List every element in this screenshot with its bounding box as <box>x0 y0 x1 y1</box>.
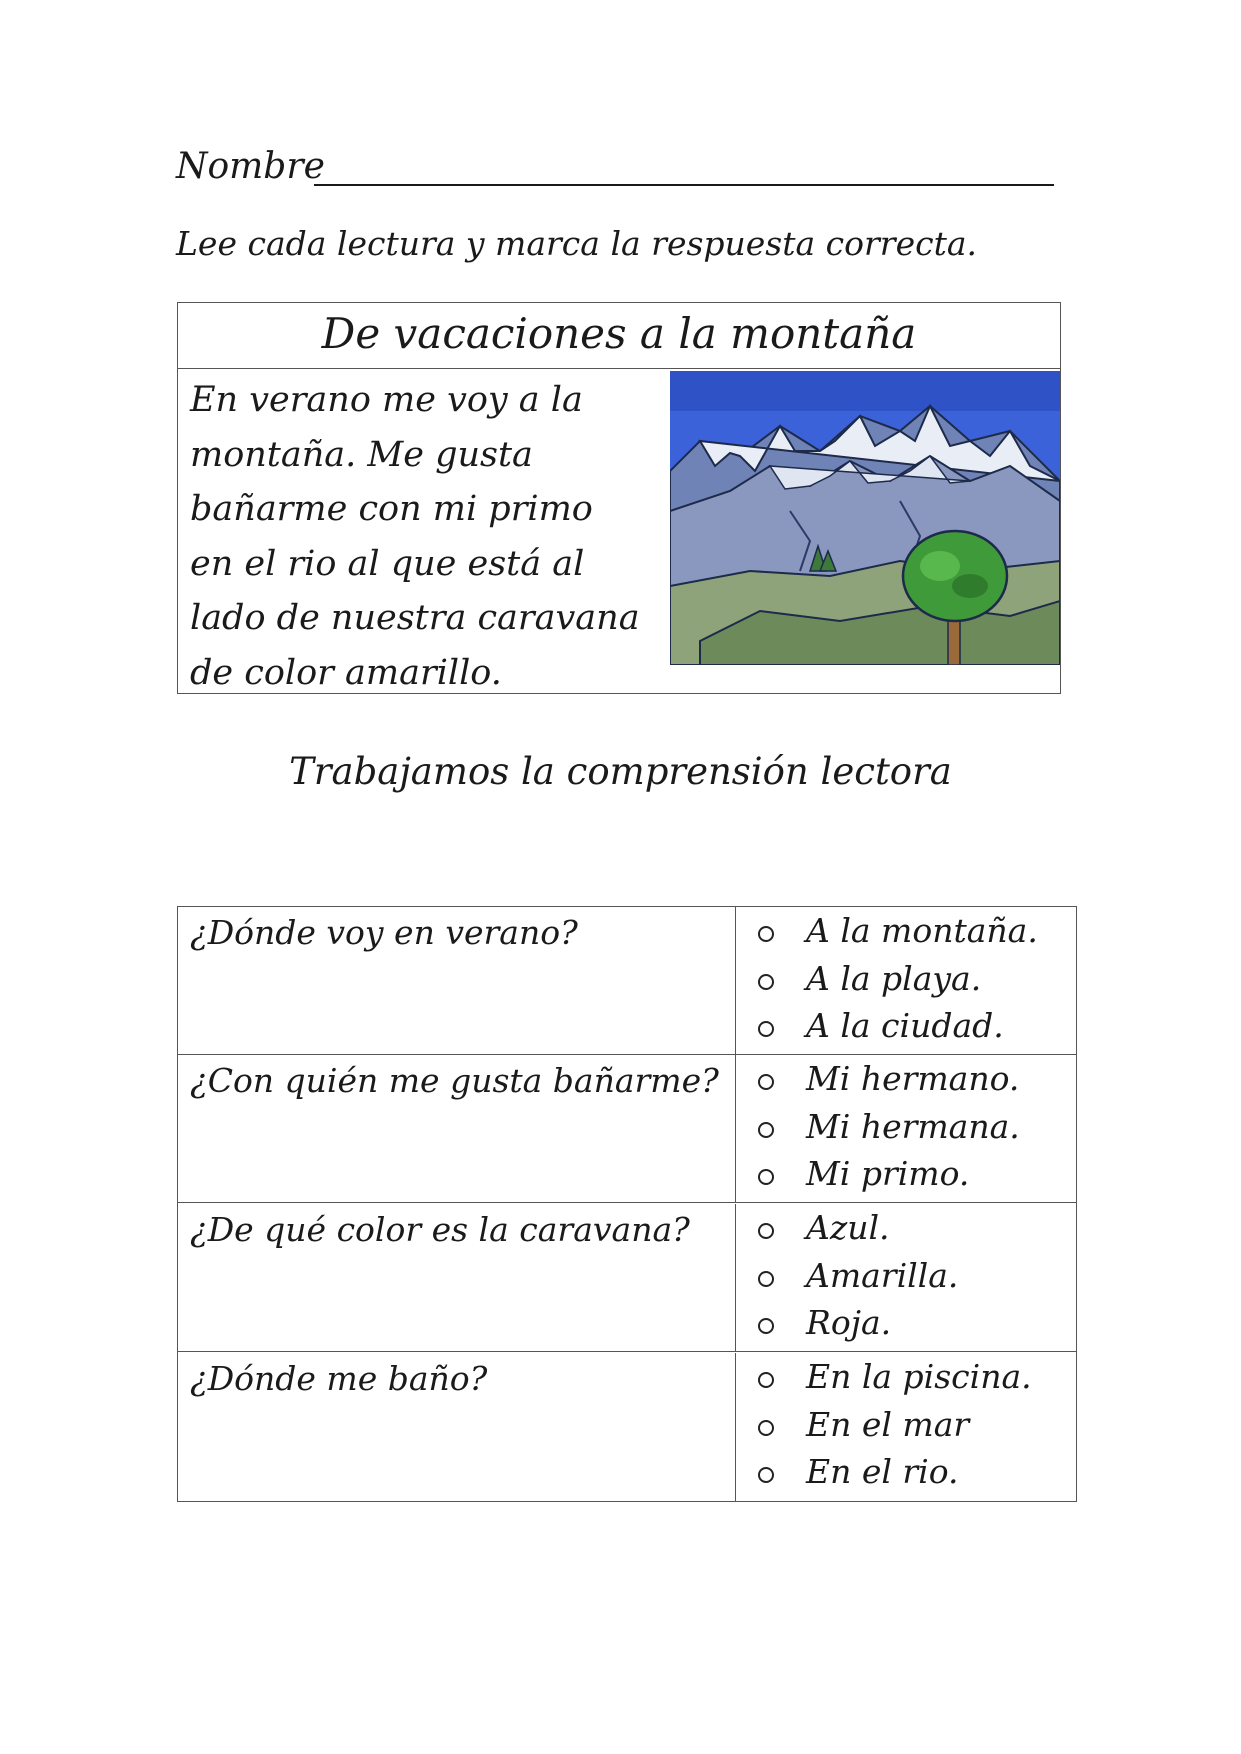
story-line: montaña. Me gusta <box>190 434 533 475</box>
question-row <box>178 1353 1076 1501</box>
story-line: En verano me voy a la <box>190 380 583 420</box>
radio-circle-icon[interactable] <box>758 1074 774 1090</box>
story-line: de color amarillo. <box>190 652 502 693</box>
question-text: ¿Dónde voy en verano? <box>190 913 578 952</box>
answer-option[interactable] <box>758 1405 1068 1453</box>
radio-circle-icon[interactable] <box>758 1122 774 1138</box>
answer-option[interactable] <box>758 1452 1068 1500</box>
answer-option[interactable] <box>758 1154 1068 1202</box>
answer-option[interactable] <box>758 1059 1068 1107</box>
radio-circle-icon[interactable] <box>758 1467 774 1483</box>
story-line: en el rio al que está al <box>190 543 585 584</box>
instruction-text: Lee cada lectura y marca la respuesta correcta. <box>176 224 978 263</box>
answer-option[interactable] <box>758 1357 1068 1405</box>
option-label: Mi hermano. <box>806 1059 1020 1098</box>
radio-circle-icon[interactable] <box>758 926 774 942</box>
option-label: A la playa. <box>806 959 982 998</box>
column-divider <box>735 907 736 1054</box>
answer-option[interactable] <box>758 911 1068 959</box>
answer-option[interactable] <box>758 959 1068 1007</box>
section-title: Trabajamos la comprensión lectora <box>289 750 952 793</box>
option-label: Roja. <box>806 1303 892 1342</box>
radio-circle-icon[interactable] <box>758 1223 774 1239</box>
radio-circle-icon[interactable] <box>758 1021 774 1037</box>
answer-option[interactable] <box>758 1303 1068 1351</box>
radio-circle-icon[interactable] <box>758 1318 774 1334</box>
story-box <box>177 302 1061 694</box>
radio-circle-icon[interactable] <box>758 974 774 990</box>
answer-option[interactable] <box>758 1256 1068 1304</box>
option-label: Mi hermana. <box>806 1107 1020 1146</box>
column-divider <box>735 1055 736 1202</box>
question-text: ¿Dónde me baño? <box>190 1359 488 1398</box>
radio-circle-icon[interactable] <box>758 1420 774 1436</box>
column-divider <box>735 1204 736 1351</box>
quiz-table <box>177 906 1077 1502</box>
name-label: Nombre <box>176 146 325 187</box>
answer-option[interactable] <box>758 1107 1068 1155</box>
question-text: ¿Con quién me gusta bañarme? <box>190 1061 719 1100</box>
story-text <box>190 373 660 700</box>
name-blank-line[interactable] <box>314 184 1054 186</box>
radio-circle-icon[interactable] <box>758 1372 774 1388</box>
option-label: Mi primo. <box>806 1154 970 1193</box>
radio-circle-icon[interactable] <box>758 1271 774 1287</box>
radio-circle-icon[interactable] <box>758 1169 774 1185</box>
story-line: bañarme con mi primo <box>190 489 593 529</box>
name-row <box>176 146 1056 196</box>
question-row <box>178 1204 1076 1352</box>
column-divider <box>735 1353 736 1501</box>
answer-option[interactable] <box>758 1006 1068 1054</box>
story-line: lado de nuestra caravana <box>190 598 640 638</box>
option-label: Amarilla. <box>806 1256 959 1295</box>
story-title: De vacaciones a la montaña <box>178 303 1060 369</box>
answer-option[interactable] <box>758 1208 1068 1256</box>
option-label: A la montaña. <box>806 911 1038 950</box>
option-label: Azul. <box>806 1208 890 1247</box>
option-label: En el mar <box>806 1405 970 1444</box>
option-label: En la piscina. <box>806 1357 1032 1396</box>
option-label: A la ciudad. <box>806 1006 1004 1045</box>
mountain-illustration <box>670 371 1060 665</box>
question-row <box>178 1055 1076 1203</box>
option-label: En el rio. <box>806 1452 959 1491</box>
question-row <box>178 907 1076 1055</box>
question-text: ¿De qué color es la caravana? <box>190 1210 690 1249</box>
